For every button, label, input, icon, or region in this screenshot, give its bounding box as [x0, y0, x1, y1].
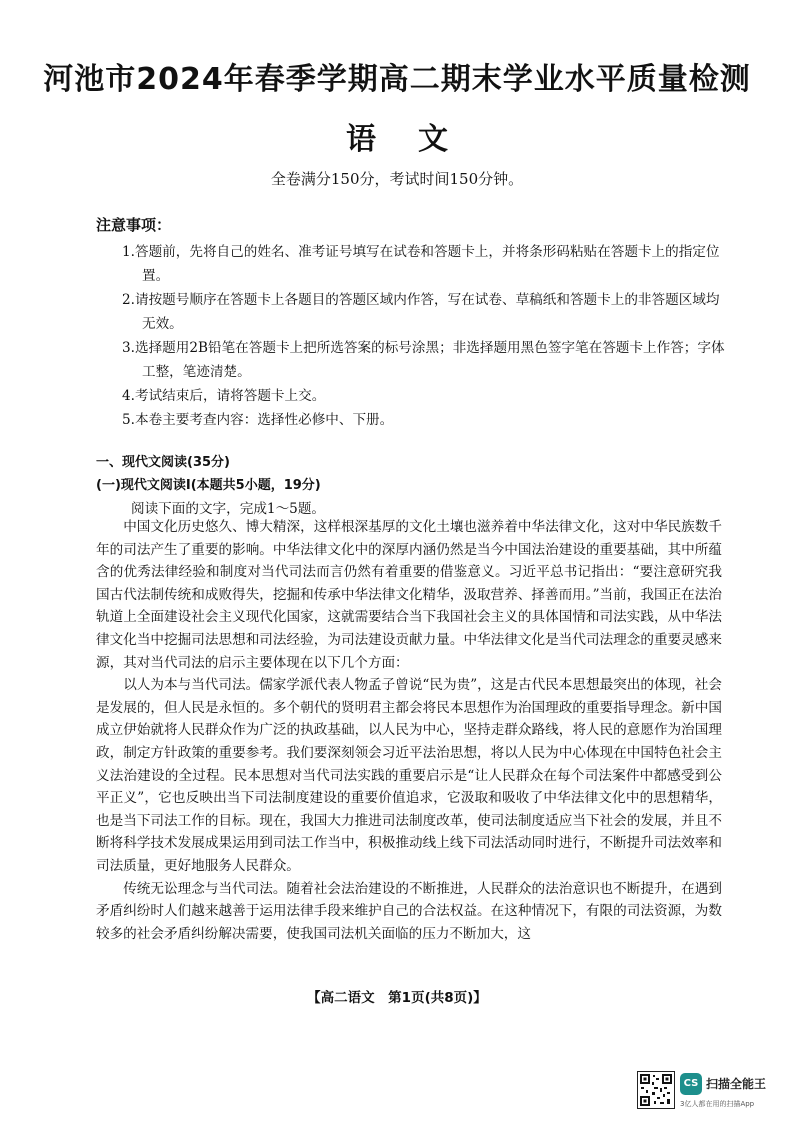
notice-item: 1.答题前，先将自己的姓名、准考证号填写在试卷和答题卡上，并将条形码粘贴在答题卡上的指定位置。	[122, 244, 720, 284]
passage-paragraph: 中国文化历史悠久、博大精深，这样根深基厚的文化土壤也滋养着中华法律文化，这对中华民族数千年的司法产生了重要的影响。中华法律文化中的深厚内涵仍然是当今中国法治建设的重要基础，其中所蕴含的优秀法律经验和制度对当代司法而言仍然有着重要的借鉴意义。习近平总书记指出：“要注意研究我国古代法制传统和成败得失，挖掘和传承中华法律文化精华，汲取营养、择善而用。”当前，我国正在法治轨道上全面建设社会主义现代化国家，这就需要结合当下我国社会主义的具体国情和司法实践，从中华法律文化当中挖掘司法思想和司法经验，为司法建设贡献力量。中华法律文化是当代司法理念的重要灵感来源，其对当代司法的启示主要体现在以下几个方面：	[96, 519, 722, 671]
page-footer: 【高二语文 第1页(共8页)】	[307, 990, 487, 1006]
notice-heading: 注意事项：	[96, 216, 172, 234]
score-info: 全卷满分150分，考试时间150分钟。	[270, 170, 524, 188]
reading-passage	[96, 516, 722, 945]
section-subheading: (一)现代文阅读Ⅰ(本题共5小题，19分)	[96, 478, 321, 493]
scanner-app-name: 扫描全能王	[706, 1077, 767, 1091]
scanner-tagline: 3亿人都在用的扫描App	[680, 1100, 755, 1108]
passage-paragraph: 传统无讼理念与当代司法。随着社会法治建设的不断推进，人民群众的法治意识也不断提升，在遇到矛盾纠纷时人们越来越善于运用法律手段来维护自己的合法权益。在这种情况下，有限的司法资源，为数较多的社会矛盾纠纷解决需要，使我国司法机关面临的压力不断加大，这	[96, 880, 722, 942]
notice-item: 4.考试结束后，请将答题卡上交。	[122, 388, 326, 404]
exam-title: 河池市2024年春季学期高二期末学业水平质量检测	[43, 62, 751, 97]
section-heading: 一、现代文阅读(35分)	[96, 455, 230, 470]
notice-item: 2.请按题号顺序在答题卡上各题目的答题区域内作答，写在试卷、草稿纸和答题卡上的非答题区域均无效。	[122, 292, 720, 332]
passage-paragraph: 以人为本与当代司法。儒家学派代表人物孟子曾说“民为贵”，这是古代民本思想最突出的体现，社会是发展的，但人民是永恒的。多个朝代的贤明君主都会将民本思想作为治国理政的重要指导理念。新中国成立伊始就将人民群众作为广泛的执政基础，以人民为中心，坚持走群众路线，将人民的意愿作为治国理政，制定方针政策的重要参考。我们要深刻领会习近平法治思想，将以人民为中心体现在中国特色社会主义法治建设的全过程。民本思想对当代司法实践的重要启示是“让人民群众在每个司法案件中都感受到公平正义”，它也反映出当下司法制度建设的重要价值追求，它汲取和吸收了中华法律文化中的思想精华，也是当下司法工作的目标。现在，我国大力推进司法制度改革，使司法制度适应当下社会的发展，并且不断将科学技术发展成果运用到司法工作当中，积极推动线上线下司法活动同时进行，不断提升司法效率和司法质量，更好地服务人民群众。	[96, 677, 722, 874]
subject-title: 语文	[346, 122, 490, 157]
notice-item: 3.选择题用2B铅笔在答题卡上把所选答案的标号涂黑；非选择题用黑色签字笔在答题卡上作答；字体工整，笔迹清楚。	[122, 340, 725, 380]
notice-list	[122, 240, 732, 432]
reading-instruction: 阅读下面的文字，完成1～5题。	[131, 501, 326, 517]
qr-code-icon	[637, 1071, 675, 1109]
notice-item: 5.本卷主要考查内容：选择性必修中、下册。	[122, 412, 394, 428]
camscanner-logo-icon: CS	[680, 1073, 702, 1095]
